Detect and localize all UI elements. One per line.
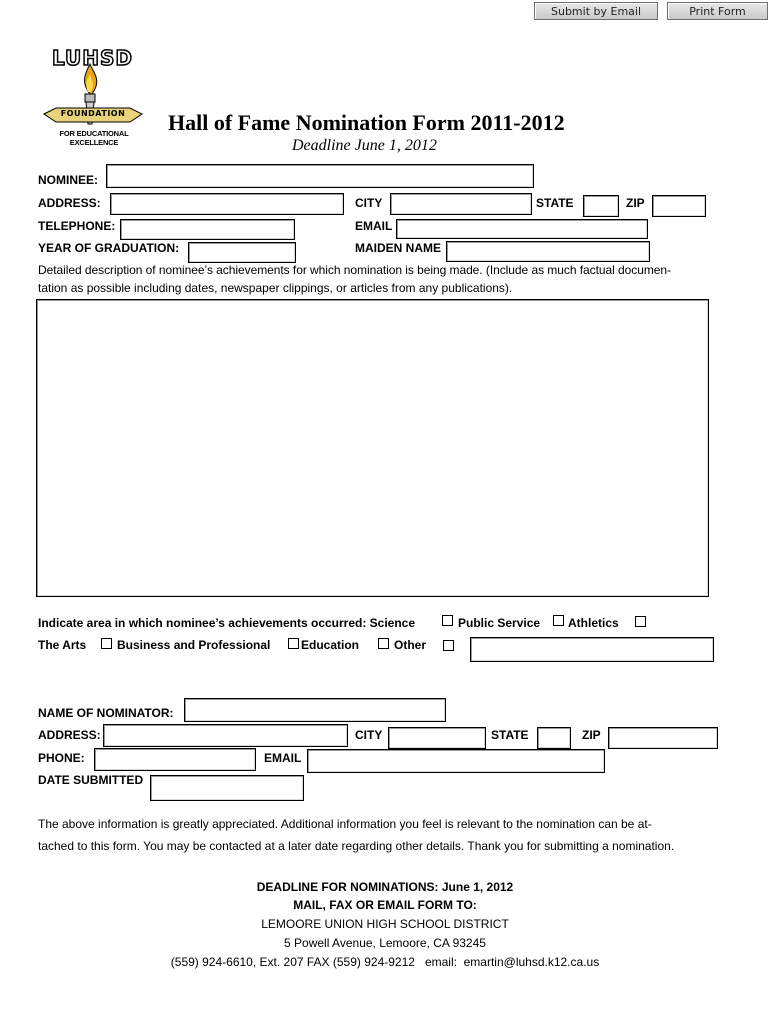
education-checkbox[interactable]	[378, 638, 389, 649]
nominee-address-input[interactable]	[110, 193, 344, 215]
notes-line2: tached to this form. You may be contacted at a later date regarding other details. Thank you for submitting a nomination.	[38, 839, 675, 853]
nominee-input[interactable]	[106, 164, 534, 188]
public-service-label: Public Service	[458, 616, 541, 630]
logo-tagline: FOR EDUCATIONAL EXCELLENCE	[59, 129, 129, 147]
nominee-email-input[interactable]	[396, 219, 648, 239]
nominee-city-input[interactable]	[390, 193, 532, 215]
logo-banner: FOUNDATION	[60, 109, 126, 118]
nominator-zip-input[interactable]	[608, 727, 718, 749]
nominee-zip-label: ZIP	[626, 196, 645, 210]
nominator-city-label: CITY	[355, 728, 383, 742]
nominee-telephone-input[interactable]	[120, 219, 295, 240]
maiden-name-input[interactable]	[446, 241, 650, 262]
nominee-zip-input[interactable]	[652, 195, 706, 217]
year-of-graduation-label: YEAR OF GRADUATION:	[38, 241, 180, 255]
footer-address: 5 Powell Avenue, Lemoore, CA 93245	[284, 936, 486, 950]
date-submitted-label: DATE SUBMITTED	[38, 773, 144, 787]
maiden-name-label: MAIDEN NAME	[355, 241, 441, 255]
submit-by-email-button[interactable]: Submit by Email	[534, 2, 658, 20]
nominee-label: NOMINEE:	[38, 173, 98, 187]
logo-text: LUHSD	[52, 46, 134, 70]
nominee-address-label: ADDRESS:	[38, 196, 101, 210]
nominee-email-label: EMAIL	[355, 219, 393, 233]
nominator-phone-input[interactable]	[94, 748, 256, 771]
other-label: Other	[394, 638, 427, 652]
notes-line1: The above information is greatly appreciated. Additional information you feel is relevant to the nomination can be at-	[38, 817, 652, 831]
nominator-name-input[interactable]	[184, 698, 446, 722]
year-of-graduation-input[interactable]	[188, 242, 296, 263]
nominator-email-label: EMAIL	[264, 751, 302, 765]
nominee-city-label: CITY	[355, 196, 383, 210]
other-checkbox[interactable]	[443, 640, 454, 651]
footer-mail-instructions: MAIL, FAX OR EMAIL FORM TO:	[293, 898, 477, 912]
footer-district: LEMOORE UNION HIGH SCHOOL DISTRICT	[261, 917, 509, 931]
nominator-address-label: ADDRESS:	[38, 728, 101, 742]
footer-contact: (559) 924-6610, Ext. 207 FAX (559) 924-9212 email: emartin@luhsd.k12.ca.us	[170, 955, 600, 969]
the-arts-checkbox[interactable]	[101, 638, 112, 649]
print-form-button[interactable]: Print Form	[667, 2, 768, 20]
achievements-description-textarea[interactable]	[36, 299, 709, 597]
business-professional-label: Business and Professional	[117, 638, 271, 652]
description-instructions-line2: tation as possible including dates, newspaper clippings, or articles from any publications).	[38, 281, 513, 295]
nominator-city-input[interactable]	[388, 727, 486, 749]
athletics-label: Athletics	[568, 616, 619, 630]
nominee-state-label: STATE	[536, 196, 574, 210]
nominator-phone-label: PHONE:	[38, 751, 85, 765]
nominator-state-input[interactable]	[537, 727, 571, 749]
page-title: Hall of Fame Nomination Form 2011-2012	[168, 110, 565, 135]
footer-deadline: DEADLINE FOR NOMINATIONS: June 1, 2012	[256, 880, 514, 894]
nominee-telephone-label: TELEPHONE:	[38, 219, 116, 233]
nominator-name-label: NAME OF NOMINATOR:	[38, 706, 174, 720]
the-arts-label: The Arts	[38, 638, 87, 652]
education-label: Education	[301, 638, 360, 652]
other-specify-input[interactable]	[470, 637, 714, 662]
athletics-checkbox[interactable]	[635, 616, 646, 627]
luhsd-logo	[30, 42, 150, 147]
nominee-state-input[interactable]	[583, 195, 619, 217]
description-instructions-line1: Detailed description of nominee’s achievements for which nomination is being made. (Include as much factual documen-	[38, 263, 671, 277]
date-submitted-input[interactable]	[150, 775, 304, 801]
nominator-address-input[interactable]	[103, 724, 348, 747]
nominator-email-input[interactable]	[307, 749, 605, 773]
business-professional-checkbox[interactable]	[288, 638, 299, 649]
science-checkbox[interactable]	[442, 615, 453, 626]
area-question-label: Indicate area in which nominee’s achievements occurred: Science	[38, 616, 416, 630]
deadline-subtitle: Deadline June 1, 2012	[292, 137, 437, 154]
nominator-state-label: STATE	[491, 728, 529, 742]
public-service-checkbox[interactable]	[553, 615, 564, 626]
nominator-zip-label: ZIP	[582, 728, 601, 742]
